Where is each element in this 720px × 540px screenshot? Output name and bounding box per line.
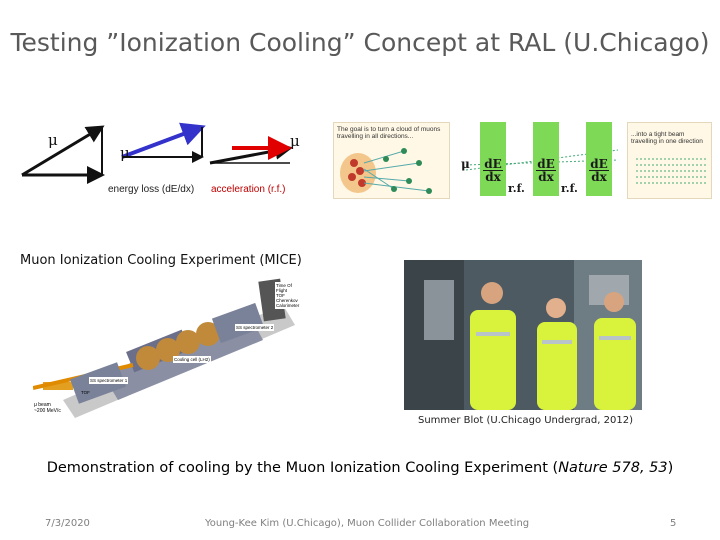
rf-label-2: r.f. (561, 182, 578, 195)
beam-text-line1: ...into a tight beam (631, 131, 685, 138)
momentum-arrow-3 (210, 148, 290, 163)
mice-apparatus-drawing (33, 270, 303, 420)
cooling-vector-diagram (10, 115, 320, 185)
tof-label: TOF (81, 390, 90, 395)
beam-panel (627, 122, 712, 199)
dedx-label-2: dE dx (537, 157, 555, 184)
mice-apparatus-diagram (33, 270, 303, 420)
muon-cloud-illustration (334, 141, 449, 198)
dedx-label-1: dE dx (484, 157, 502, 184)
footer-date: 7/3/2020 (45, 518, 90, 529)
goal-panel (333, 122, 450, 199)
cooling-channel-panel (458, 120, 623, 198)
beam-text-line2: travelling in one direction (631, 138, 703, 145)
spectrometer-1-label: SS spectrometer 1 (90, 378, 128, 383)
team-photo (404, 260, 642, 410)
demonstration-statement: Demonstration of cooling by the Muon Ionization Cooling Experiment (Nature 578, 53) (46, 460, 674, 476)
dedx-label-3: dE dx (590, 157, 608, 184)
muon-symbol-3: μ (290, 132, 300, 150)
journal-reference: Nature 578, 53 (558, 460, 668, 476)
muon-symbol-2: μ (120, 144, 130, 162)
footer-page-number: 5 (670, 518, 677, 529)
momentum-arrow-2 (122, 127, 202, 157)
mice-label: Muon Ionization Cooling Experiment (MICE) (20, 253, 302, 268)
cooling-cell-label: Cooling cell (LH2) (174, 357, 210, 362)
team-photo-drawing (404, 260, 642, 410)
energy-loss-caption: energy loss (dE/dx) (108, 184, 195, 195)
rf-label-1: r.f. (508, 182, 525, 195)
acceleration-caption: acceleration (r.f.) (211, 184, 286, 195)
goal-text-line2: travelling in all directions... (337, 133, 414, 140)
detector-labels-box: Time Of Flight TOF Cherenkov Calorimeter (275, 282, 303, 309)
goal-text-line1: The goal is to turn a cloud of muons (337, 126, 441, 133)
photo-caption: Summer Blot (U.Chicago Undergrad, 2012) (418, 415, 633, 426)
tight-beam-illustration (628, 151, 711, 191)
spectrometer-2-label: SS spectrometer 2 (236, 325, 274, 330)
cooling-muon-label: μ (461, 157, 470, 171)
momentum-arrow-1 (22, 127, 102, 175)
muon-symbol-1: μ (48, 131, 58, 149)
footer-presenter: Young-Kee Kim (U.Chicago), Muon Collider Collaboration Meeting (205, 518, 530, 529)
slide-title: Testing ”Ionization Cooling” Concept at RAL (U.Chicago) (10, 28, 710, 57)
beam-label: μ beam ~200 MeV/c (34, 402, 61, 414)
